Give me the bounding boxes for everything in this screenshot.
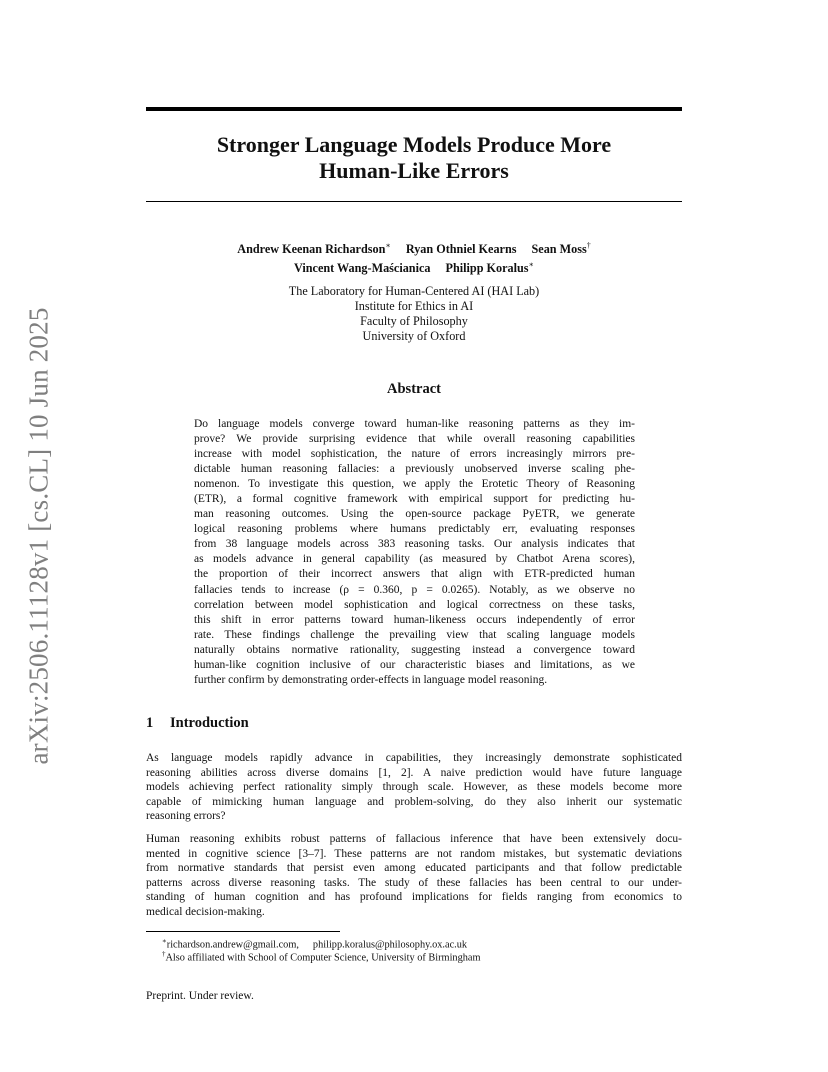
affiliation-line: Faculty of Philosophy	[360, 314, 468, 328]
author-mark: †	[586, 241, 591, 250]
paragraph-line: Human reasoning exhibits robust patterns of fallacious inference that have been extensively docu-	[146, 833, 682, 845]
author-name: Ryan Othniel Kearns	[405, 242, 517, 257]
email-link[interactable]: richardson.andrew@gmail.com,	[166, 939, 299, 951]
paragraph-line: from normative standards that persist even among educated participants and that follow predictable	[146, 862, 682, 875]
paragraph-line: models achieving perfect rationality simply through scale. However, as these models become more	[146, 781, 682, 794]
section-heading-introduction	[146, 715, 249, 732]
abstract-line: rate. These findings challenge the prevailing view that scaling language models	[194, 628, 635, 641]
paragraph-line: medical decision-making.	[146, 905, 265, 918]
author-name: Vincent Wang-Maścianica	[294, 261, 431, 276]
paragraph-line: patterns across diverse reasoning tasks. The study of these fallacies has been central to our under-	[146, 876, 682, 889]
footnote-text: Also affiliated with School of Computer Science, University of Birmingham	[165, 952, 481, 964]
arxiv-identifier: arXiv:2506.11128v1 [cs.CL] 10 Jun 2025	[23, 307, 54, 765]
author-name: Andrew Keenan Richardson	[237, 242, 386, 257]
footnote-mark: †	[162, 950, 166, 958]
footnote-mark: ∗	[162, 937, 167, 945]
footnote-rule	[146, 931, 340, 932]
author-list	[146, 238, 682, 276]
paper-title	[146, 132, 682, 184]
abstract-line: (ETR), a formal cognitive framework with empirical support for predicting hu-	[194, 493, 635, 506]
abstract-line: increase with model sophistication, the nature of errors increasingly mirrors pre-	[194, 448, 635, 461]
abstract-line: fallacies tends to increase (ρ = 0.360, p = 0.0265). Notably, as we observe no	[194, 583, 635, 596]
preprint-note: Preprint. Under review.	[146, 990, 254, 1002]
intro-paragraph-1	[146, 751, 682, 824]
title-line-1: Stronger Language Models Produce More	[216, 132, 612, 157]
abstract-line: human-like cognition inclusive of our characteristic biases and limitations, as we	[194, 658, 635, 671]
author-name: Philipp Koralus	[445, 261, 529, 276]
paragraph-line: capable of mimicking human language and problem-solving, do they also inherit our systematic	[146, 795, 682, 808]
paragraph-line: reasoning abilities across diverse domains [1, 2]. A naive prediction would have future language	[146, 766, 682, 779]
abstract-line: Do language models converge toward human-like reasoning patterns as they im-	[194, 418, 635, 430]
abstract-body	[194, 417, 635, 688]
paragraph-line: mented in cognitive science [3–7]. These patterns are not random mistakes, but systematic deviations	[146, 847, 682, 860]
author-name: Sean Moss	[531, 242, 587, 257]
abstract-line: dictable human reasoning fallacies: a previously unobserved inverse scaling phe-	[194, 463, 635, 476]
abstract-line: prove? We provide surprising evidence that while overall reasoning capabilities	[194, 433, 635, 446]
affiliation-line: The Laboratory for Human-Centered AI (HAI Lab)	[288, 284, 540, 298]
abstract-line: from 38 language models across 383 reasoning tasks. Our analysis indicates that	[194, 538, 635, 551]
abstract-line: as models advance in general capability (as measured by Chatbot Arena scores),	[194, 553, 635, 566]
author-mark: ∗	[528, 260, 534, 270]
abstract-line: logical reasoning problems where humans predictably err, evaluating responses	[194, 523, 635, 536]
abstract-line: naturally obtains normative rationality, suggesting instead a convergence toward	[194, 643, 635, 656]
email-link[interactable]: philipp.koralus@philosophy.ox.ac.uk	[312, 939, 468, 951]
intro-paragraph-2	[146, 832, 682, 920]
affiliation-line: University of Oxford	[362, 329, 466, 343]
paragraph-line: reasoning errors?	[146, 810, 226, 823]
paragraph-line: As language models rapidly advance in capabilities, they increasingly demonstrate sophisticated	[146, 752, 682, 764]
title-top-rule	[146, 107, 682, 111]
title-line-2: Human-Like Errors	[319, 158, 509, 183]
author-row-2	[146, 257, 682, 276]
abstract-line: this shift in error patterns toward human-likeness occurs independently of error	[194, 613, 635, 626]
abstract-heading: Abstract	[387, 381, 441, 397]
abstract-line: man reasoning outcomes. Using the open-source package PyETR, we generate	[194, 508, 635, 521]
section-number: 1	[146, 715, 154, 731]
abstract-line: the proportion of their incorrect answers that align with ETR-predicted human	[194, 568, 635, 581]
abstract-line: correlation between model sophistication and logical correctness on these tasks,	[194, 598, 635, 611]
footnote-affiliation	[162, 948, 480, 964]
author-mark: ∗	[385, 241, 391, 250]
abstract-line: further confirm by demonstrating order-effects in language model reasoning.	[194, 673, 548, 686]
affiliation-block	[146, 284, 682, 344]
paragraph-line: standing of human cognition and has profound implications for fields ranging from economics to	[146, 891, 682, 904]
author-row-1	[146, 238, 682, 257]
title-bottom-rule	[146, 201, 682, 202]
section-title: Introduction	[170, 715, 249, 731]
abstract-line: nomenon. To investigate this question, we apply the Erotetic Theory of Reasoning	[194, 478, 635, 491]
affiliation-line: Institute for Ethics in AI	[354, 299, 474, 313]
